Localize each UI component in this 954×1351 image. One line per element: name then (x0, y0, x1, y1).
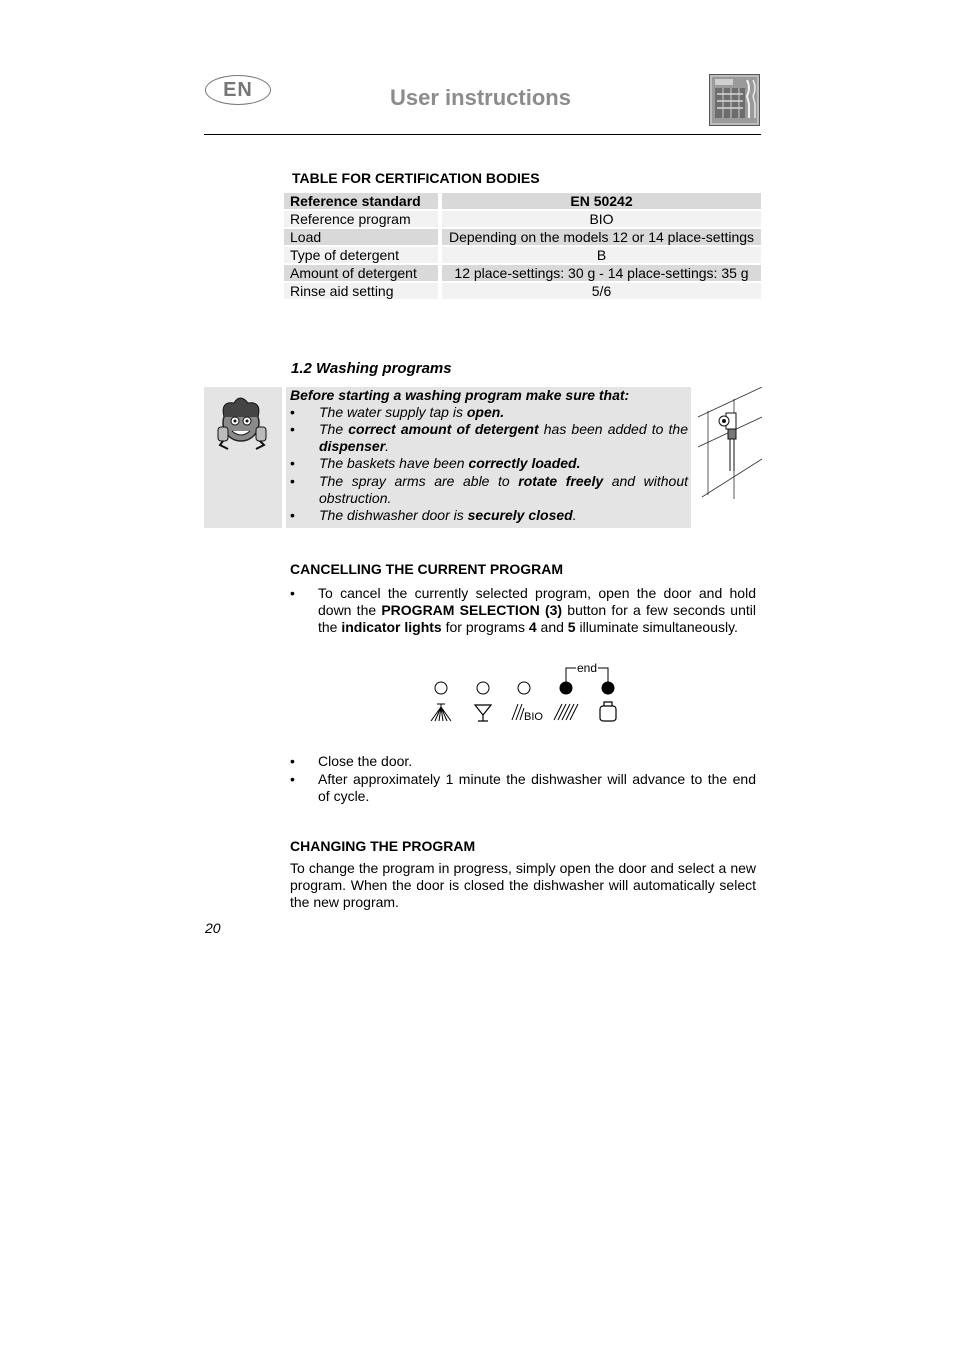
table-row (284, 265, 761, 281)
indicator-light-1 (435, 682, 447, 694)
changing-heading: CHANGING THE PROGRAM (290, 838, 476, 854)
bio-label: BIO (524, 711, 543, 723)
checklist-intro: Before starting a washing program make sure that: (290, 387, 630, 403)
mascot-panel (204, 387, 282, 528)
list-item: • Close the door. (290, 753, 413, 769)
glass-icon (475, 705, 491, 721)
table-cell-label: Amount of detergent (284, 265, 438, 281)
table-row (284, 229, 761, 245)
list-item: • The correct amount of detergent has been added to the dispenser. (290, 421, 688, 454)
indicator-light-4 (560, 682, 572, 694)
changing-text: To change the program in progress, simply open the door and select a new program. When the door is closed the dishwasher will automatically select the new program. (290, 860, 756, 910)
table-row (284, 211, 761, 227)
indicator-light-5 (602, 682, 614, 694)
end-bracket (566, 661, 608, 684)
table-cell-value: Depending on the models 12 or 14 place-settings (442, 229, 761, 245)
table-cell-label: Rinse aid setting (284, 283, 438, 299)
intensive-pot-icon (600, 702, 616, 721)
list-item: • The water supply tap is open. (290, 404, 505, 420)
table-row (284, 193, 761, 209)
list-item: • The dishwasher door is securely closed. (290, 507, 577, 523)
certification-table (284, 191, 761, 301)
table-row (284, 247, 761, 263)
indicator-light-2 (477, 682, 489, 694)
table-cell-value: EN 50242 (442, 193, 761, 209)
table-row (284, 283, 761, 299)
prewash-icon (431, 704, 451, 721)
section-title: 1.2 Washing programs (291, 360, 452, 377)
table-cell-label: Type of detergent (284, 247, 438, 263)
table-cell-value: 12 place-settings: 30 g - 14 place-settings: 35 g (442, 265, 761, 281)
page-title: User instructions (390, 85, 571, 110)
bio-icon (512, 704, 543, 723)
indicator-panel-diagram (420, 660, 630, 730)
water-tap-icon (698, 387, 762, 499)
end-label: end (576, 661, 598, 675)
cert-table-heading: TABLE FOR CERTIFICATION BODIES (292, 170, 540, 186)
dishwasher-photo-icon (709, 74, 760, 126)
table-cell-value: 5/6 (442, 283, 761, 299)
table-cell-value: BIO (442, 211, 761, 227)
list-item: • After approximately 1 minute the dishwasher will advance to the end of cycle. (290, 771, 756, 804)
language-badge: EN (205, 75, 271, 105)
list-item: • The spray arms are able to rotate freely and without obstruction. (290, 473, 689, 506)
table-cell-label: Load (284, 229, 438, 245)
table-cell-label: Reference program (284, 211, 438, 227)
normal-wash-icon (554, 704, 578, 720)
table-cell-value: B (442, 247, 761, 263)
list-item: • To cancel the currently selected program, open the door and hold down the PROGRAM SELECTION (3) button for a few seconds until the indicator lights for programs 4 and 5 illuminate simultaneously. (290, 585, 756, 635)
mascot-cartoon-icon (204, 387, 282, 528)
cancelling-heading: CANCELLING THE CURRENT PROGRAM (290, 561, 563, 577)
page-number: 20 (205, 920, 221, 936)
table-cell-label: Reference standard (284, 193, 438, 209)
header-divider (204, 134, 761, 135)
list-item: • The baskets have been correctly loaded. (290, 455, 581, 471)
indicator-light-3 (518, 682, 530, 694)
